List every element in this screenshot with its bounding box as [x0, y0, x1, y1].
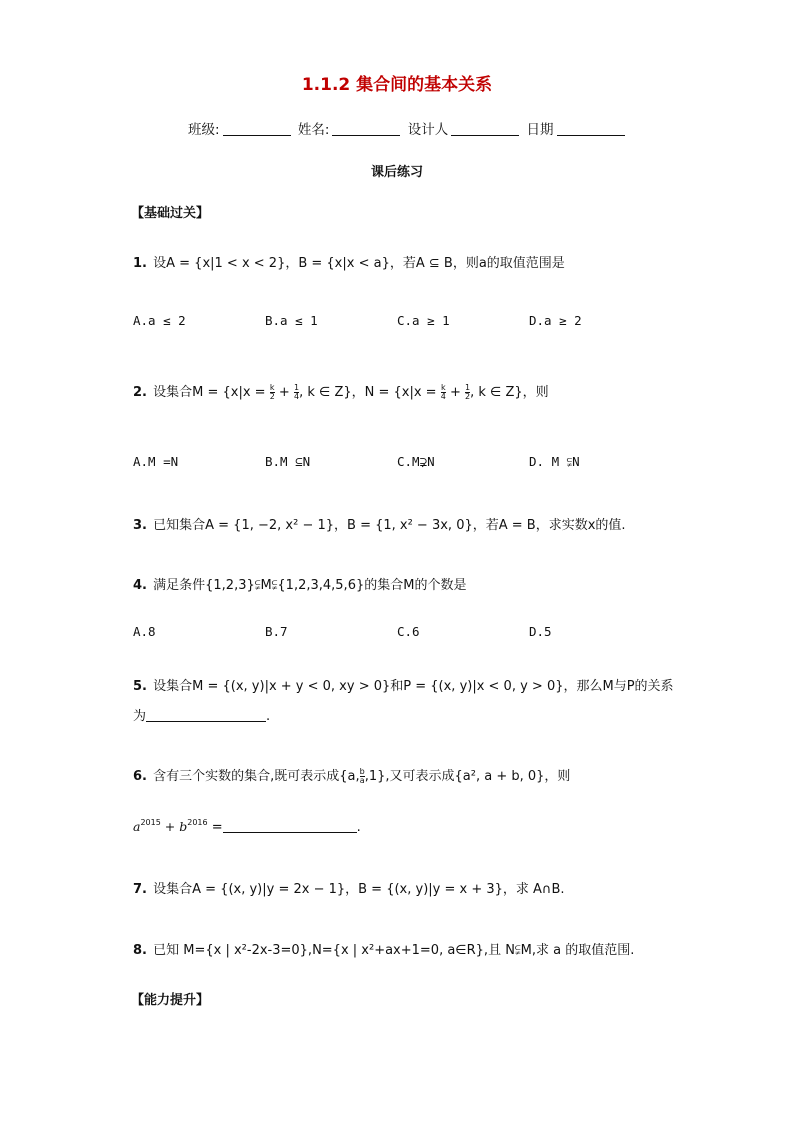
designer-label: 设计人	[407, 122, 449, 138]
exponent: 2015	[140, 818, 161, 827]
question-5-answer-line	[133, 705, 270, 724]
question-6	[133, 765, 570, 785]
question-5	[133, 675, 674, 694]
date-blank	[557, 123, 625, 136]
numerator: 1	[464, 383, 471, 392]
section-subtitle: 课后练习	[370, 165, 423, 180]
set-m-end: , k ∈ Z}	[299, 385, 352, 400]
plus-sign: +	[274, 385, 294, 400]
question-text: 满足条件{1,2,3}⫋M⫋{1,2,3,4,5,6}的集合M的个数是	[153, 578, 467, 593]
q4-option-b: B.7	[265, 624, 288, 639]
q4-option-a: A.8	[133, 624, 156, 639]
answer-suffix: .	[266, 709, 271, 724]
question-number: 2.	[133, 385, 147, 400]
set-m-start: {x|x =	[222, 385, 270, 400]
q2-option-b: B.M ⊆N	[265, 454, 311, 469]
equals-sign: =	[207, 820, 223, 835]
question-number: 6.	[133, 769, 147, 784]
q2-option-a: A.M =N	[133, 454, 179, 469]
question-mid: ，N =	[351, 385, 394, 400]
denominator: 2	[464, 392, 471, 401]
question-number: 5.	[133, 679, 147, 694]
question-number: 8.	[133, 943, 147, 958]
q2-option-c: C.M⊋N	[397, 454, 435, 469]
question-6-answer-line	[133, 818, 361, 835]
question-text: 已知集合A = {1, −2, x² − 1}，B = {1, x² − 3x, 0}，若A = B，求实数x的值.	[153, 518, 626, 533]
denominator: 4	[440, 392, 446, 401]
numerator: k	[440, 383, 446, 392]
question-text: 已知 M={x | x²-2x-3=0},N={x | x²+ax+1=0, a∈R},且 N⫋M,求 a 的取值范围.	[153, 943, 635, 958]
document-title: 1.1.2 集合间的基本关系	[301, 75, 493, 95]
q2-option-d: D. M ⫋N	[529, 454, 580, 469]
question-number: 3.	[133, 518, 147, 533]
question-number: 4.	[133, 578, 147, 593]
numerator: 1	[293, 383, 300, 392]
denominator: 2	[269, 392, 275, 401]
exponent: 2016	[187, 818, 208, 827]
question-text: 设A = {x|1 < x < 2}，B = {x|x < a}，若A ⊆ B，则a的取值范围是	[153, 256, 565, 271]
numerator: b	[359, 767, 365, 776]
denominator: a	[359, 776, 365, 785]
question-text-b: ,1},又可表示成{a², a + b, 0}，则	[364, 769, 571, 784]
question-2	[133, 381, 549, 401]
q1-option-b: B.a ≤ 1	[265, 313, 318, 328]
question-text: 设集合M = {(x, y)|x + y < 0, xy > 0}和P = {(x, y)|x < 0, y > 0}，那么M与P的关系	[153, 679, 674, 694]
question-number: 7.	[133, 882, 147, 897]
student-info-line	[188, 118, 628, 138]
set-n-start: {x|x =	[393, 385, 441, 400]
question-text-a: 含有三个实数的集合,既可表示成{a,	[153, 769, 360, 784]
answer-blank	[223, 820, 357, 833]
q1-option-c: C.a ≥ 1	[397, 313, 450, 328]
question-suffix: ，则	[522, 385, 549, 400]
question-7	[133, 878, 565, 897]
q4-option-d: D.5	[529, 624, 552, 639]
answer-end: .	[356, 820, 361, 835]
question-number: 1.	[133, 256, 147, 271]
expression-plus-b: + b	[160, 819, 188, 834]
designer-blank	[451, 123, 519, 136]
answer-prefix: 为	[133, 709, 147, 724]
set-n-end: , k ∈ Z}	[470, 385, 523, 400]
question-8	[133, 939, 634, 958]
basic-section-heading: 【基础过关】	[131, 206, 210, 221]
answer-blank	[146, 709, 266, 722]
date-label: 日期	[526, 122, 554, 138]
question-3	[133, 514, 626, 533]
plus-sign: +	[445, 385, 465, 400]
q4-option-c: C.6	[397, 624, 420, 639]
advanced-section-heading: 【能力提升】	[131, 993, 210, 1008]
name-label: 姓名:	[297, 122, 330, 138]
question-prefix: 设集合M =	[153, 385, 223, 400]
q1-option-d: D.a ≥ 2	[529, 313, 582, 328]
numerator: k	[269, 383, 275, 392]
question-text: 设集合A = {(x, y)|y = 2x − 1}，B = {(x, y)|y = x + 3}，求 A∩B.	[153, 882, 565, 897]
class-blank	[223, 123, 291, 136]
class-label: 班级:	[188, 122, 220, 138]
denominator: 4	[293, 392, 300, 401]
question-4	[133, 574, 466, 593]
q1-option-a: A.a ≤ 2	[133, 313, 186, 328]
expression-base-a: a	[133, 819, 141, 834]
question-1	[133, 252, 565, 271]
name-blank	[332, 123, 400, 136]
